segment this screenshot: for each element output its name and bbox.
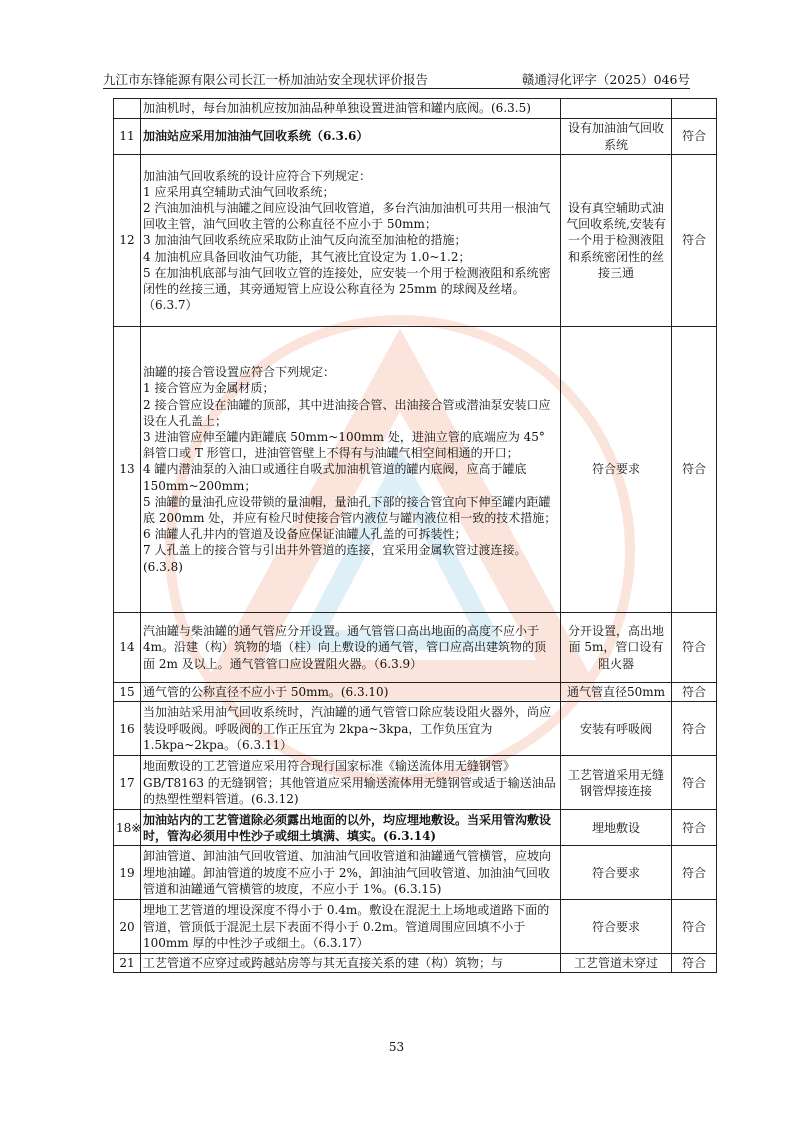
actual-condition-cell: 埋地敷设 [561,810,672,846]
requirement-line: 埋地工艺管道的埋设深度不得小于 0.4m。敷设在混泥土上场地或道路下面的管道，管顶低于混泥土层下表面不得小于 0.2m。管道周围应回填不小于 100mm 厚的中性沙子或细土。（6.3.17） [143,903,550,950]
requirement-line: 加油油气回收系统的设计应符合下列规定： [143,168,372,183]
actual-condition-cell: 安装有呼吸阀 [561,702,672,756]
table-row [114,900,717,954]
actual-condition-cell [561,99,672,119]
row-number: 19 [114,846,141,900]
table-row [114,954,717,973]
actual-condition-cell: 工艺管道未穿过 [561,954,672,973]
requirement-line: 4 罐内潜油泵的入油口或通往自吸式加油机管道的罐内底阀，应高于罐底 150mm~200mm； [143,462,527,493]
requirement-line: 工艺管道不应穿过或跨越站房等与其无直接关系的建（构）筑物；与 [143,956,504,971]
requirement-line: 1 应采用真空辅助式油气回收系统； [143,184,335,199]
row-number: 20 [114,900,141,954]
requirement-cell [141,954,561,973]
table-row [114,683,717,702]
row-number: 21 [114,954,141,973]
requirement-line: 当加油站采用油气回收系统时，汽油罐的通气管管口除应装设阻火器外，尚应装设呼吸阀。呼吸阀的工作正压宜为 2kpa~3kpa，工作负压宜为 1.5kpa~2kpa。（6.3.11） [143,705,552,752]
requirement-cell [141,327,561,613]
requirement-line: 2 接合管应设在油罐的顶部，其中进油接合管、出油接合管或潜油泵安装口应设在人孔盖上； [143,397,551,428]
row-number: 18※ [114,810,141,846]
requirement-line: 通气管的公称直径不应小于 50mm。(6.3.10) [143,685,389,699]
row-number: 12 [114,155,141,327]
requirement-cell [141,846,561,900]
table-row [114,846,717,900]
requirement-line: 地面敷设的工艺管道应采用符合现行国家标准《输送流体用无缝钢管》GB/T8163 的无缝钢管；其他管道应采用输送流体用无缝钢管或适于输送油品的热塑性塑料管道。(6.3.12) [143,759,556,806]
requirement-cell [141,683,561,702]
page-number: 53 [388,1040,405,1054]
row-number: 14 [114,613,141,683]
requirement-cell [141,119,561,155]
requirement-cell [141,613,561,683]
table-row [114,613,717,683]
actual-condition-cell: 设有加油油气回收系统 [561,119,672,155]
table-row [114,99,717,119]
requirement-line: 7 人孔盖上的接合管与引出井外管道的连接，宜采用金属软管过渡连接。(6.3.8) [143,543,527,574]
requirement-line: 6 油罐人孔井内的管道及设备应保证油罐人孔盖的可拆装性； [143,527,467,542]
requirement-cell [141,99,561,119]
requirement-line: 加油机时，每台加油机应按加油品种单独设置进油管和罐内底阀。(6.3.5) [143,101,531,116]
result-cell: 符合 [672,702,717,756]
header-left: 九江市东锋能源有限公司长江一桥加油站安全现状评价报告 [103,72,429,87]
row-number: 13 [114,327,141,613]
row-number: 17 [114,756,141,810]
result-cell: 符合 [672,810,717,846]
result-cell: 符合 [672,756,717,810]
result-cell [672,99,717,119]
result-cell: 符合 [672,900,717,954]
actual-condition-cell: 工艺管道采用无缝钢管焊接连接 [561,756,672,810]
table-row [114,119,717,155]
requirement-line: 5 油罐的量油孔应设带锁的量油帽，量油孔下部的接合管宜向下伸至罐内距罐底 200mm 处，并应有检尺时使接合管内液位与罐内液位相一致的技术措施； [143,494,557,525]
requirement-line: 加油站应采用加油油气回收系统（6.3.6） [143,129,369,144]
table-row [114,327,717,613]
requirement-line: 3 进油管应伸至罐内距罐底 50mm~100mm 处，进油立管的底端应为 45° 斜管口或 T 形管口，进油管管壁上不得有与油罐气相空间相通的开口； [143,429,545,461]
result-cell: 符合 [672,954,717,973]
requirement-cell [141,900,561,954]
actual-condition-cell: 设有真空辅助式油气回收系统,安装有一个用于检测液阻和系统密闭性的丝接三通 [561,155,672,327]
requirement-line: 加油站内的工艺管道除必须露出地面的以外，均应埋地敷设。当采用管沟敷设时，管沟必须用中性沙子或细土填满、填实。(6.3.14) [143,812,552,843]
requirement-line: 4 加油机应具备回收油气功能，其气液比宜设定为 1.0~1.2； [143,249,471,264]
row-number: 16 [114,702,141,756]
table-row [114,756,717,810]
result-cell: 符合 [672,155,717,327]
actual-condition-cell: 通气管直径50mm [561,683,672,702]
table-row [114,702,717,756]
result-cell: 符合 [672,119,717,155]
result-cell: 符合 [672,846,717,900]
requirement-line: 汽油罐与柴油罐的通气管应分开设置。通气管管口高出地面的高度不应小于 4m。沿建（构）筑物的墙（柱）向上敷设的通气管，管口应高出建筑物的顶面 2m 及以上。通气管管口应设置阻火器。（6.3.9） [143,624,547,671]
table-row [114,155,717,327]
result-cell: 符合 [672,683,717,702]
requirement-cell [141,810,561,846]
header-right: 赣通浔化评字（2025）046号 [521,72,690,87]
requirement-cell [141,155,561,327]
row-number: 11 [114,119,141,155]
requirement-line: 5 在加油机底部与油气回收立管的连接处，应安装一个用于检测液阻和系统密闭性的丝接三通，其旁通短管上应设公称直径为 25mm 的球阀及丝堵。（6.3.7） [143,265,551,313]
actual-condition-cell: 符合要求 [561,900,672,954]
page-header [103,70,690,89]
evaluation-table [113,98,717,973]
row-number: 15 [114,683,141,702]
actual-condition-cell: 符合要求 [561,327,672,613]
table-row [114,810,717,846]
row-number [114,99,141,119]
requirement-line: 1 接合管应为金属材质； [143,381,275,396]
requirement-line: 3 加油油气回收系统应采取防止油气反向流至加油枪的措施； [143,233,467,248]
requirement-cell [141,702,561,756]
result-cell: 符合 [672,613,717,683]
requirement-line: 油罐的接合管设置应符合下列规定： [143,365,336,380]
actual-condition-cell: 符合要求 [561,846,672,900]
result-cell: 符合 [672,327,717,613]
requirement-line: 2 汽油加油机与油罐之间应设油气回收管道，多台汽油加油机可共用一根油气回收主管，油气回收主管的公称直径不应小于 50mm； [143,200,551,232]
actual-condition-cell: 分开设置，高出地面 5m，管口设有阻火器 [561,613,672,683]
requirement-cell [141,756,561,810]
requirement-line: 卸油管道、卸油油气回收管道、加油油气回收管道和油罐通气管横管，应坡向埋地油罐。卸油管道的坡度不应小于 2%，卸油油气回收管道、加油油气回收管道和油罐通气管横管的坡度，不应小于 1%。(6.3.15) [143,849,552,896]
